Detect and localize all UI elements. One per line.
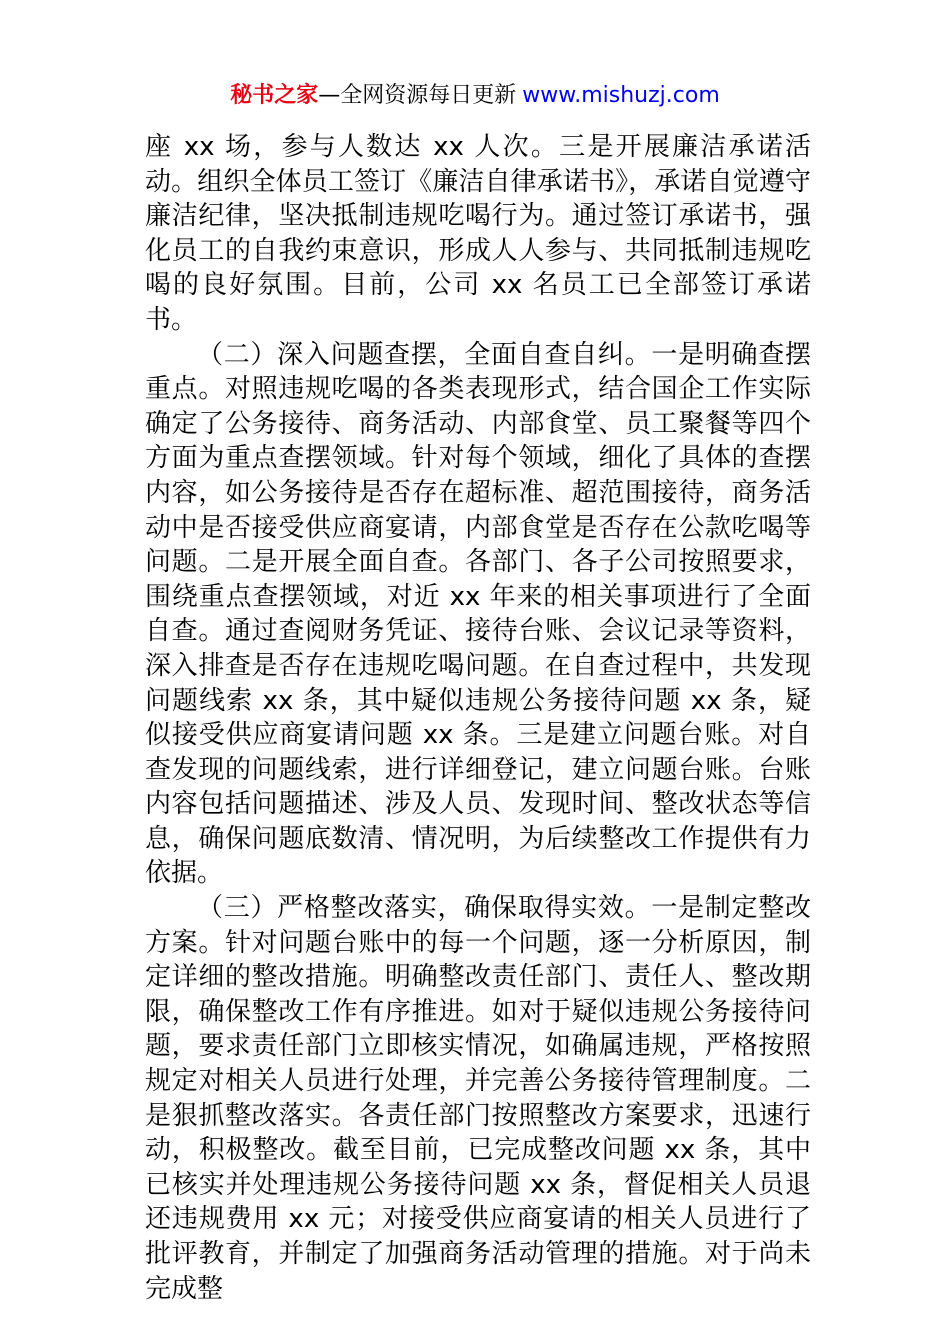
paragraph-section-2: （二）深入问题查摆，全面自查自纠。一是明确查摆重点。对照违规吃喝的各类表现形式，结合国企工作实际确定了公务接待、商务活动、内部食堂、员工聚餐等四个方面为重点查摆领域。针对每个领域，细化了具体的查摆内容，如公务接待是否存在超标准、超范围接待，商务活动中是否接受供应商宴请，内部食堂是否存在公款吃喝等问题。二是开展全面自查。各部门、各子公司按照要求，围绕重点查摆领域，对近 xx 年来的相关事项进行了全面自查。通过查阅财务凭证、接待台账、会议记录等资料，深入排查是否存在违规吃喝问题。在自查过程中，共发现问题线索 xx 条，其中疑似违规公务接待问题 xx 条，疑似接受供应商宴请问题 xx 条。三是建立问题台账。对自查发现的问题线索，进行详细登记，建立问题台账。台账内容包括问题描述、涉及人员、发现时间、整改状态等信息，确保问题底数清、情况明，为后续整改工作提供有力依据。 bbox=[145, 339, 811, 889]
site-brand: 秘书之家 bbox=[230, 83, 319, 108]
site-url-link[interactable]: www.mishuzj.com bbox=[522, 83, 720, 108]
document-body bbox=[145, 130, 811, 1306]
paragraph-section-3: （三）严格整改落实，确保取得实效。一是制定整改方案。针对问题台账中的每一个问题，逐一分析原因，制定详细的整改措施。明确整改责任部门、责任人、整改期限，确保整改工作有序推进。如对于疑似违规公务接待问题，要求责任部门立即核实情况，如确属违规，严格按照规定对相关人员进行处理，并完善公务接待管理制度。二是狠抓整改落实。各责任部门按照整改方案要求，迅速行动，积极整改。截至目前，已完成整改问题 xx 条，其中已核实并处理违规公务接待问题 xx 条，督促相关人员退还违规费用 xx 元；对接受供应商宴请的相关人员进行了批评教育，并制定了加强商务活动管理的措施。对于尚未完成整 bbox=[145, 893, 811, 1304]
paragraph-continuation: 座 xx 场，参与人数达 xx 人次。三是开展廉洁承诺活动。组织全体员工签订《廉洁自律承诺书》，承诺自觉遵守廉洁纪律，坚决抵制违规吃喝行为。通过签订承诺书，强化员工的自我约束意识，形成人人参与、共同抵制违规吃喝的良好氛围。目前，公司 xx 名员工已全部签订承诺书。 bbox=[145, 132, 811, 335]
site-header bbox=[0, 78, 950, 114]
site-tagline: —全网资源每日更新 bbox=[318, 83, 517, 108]
